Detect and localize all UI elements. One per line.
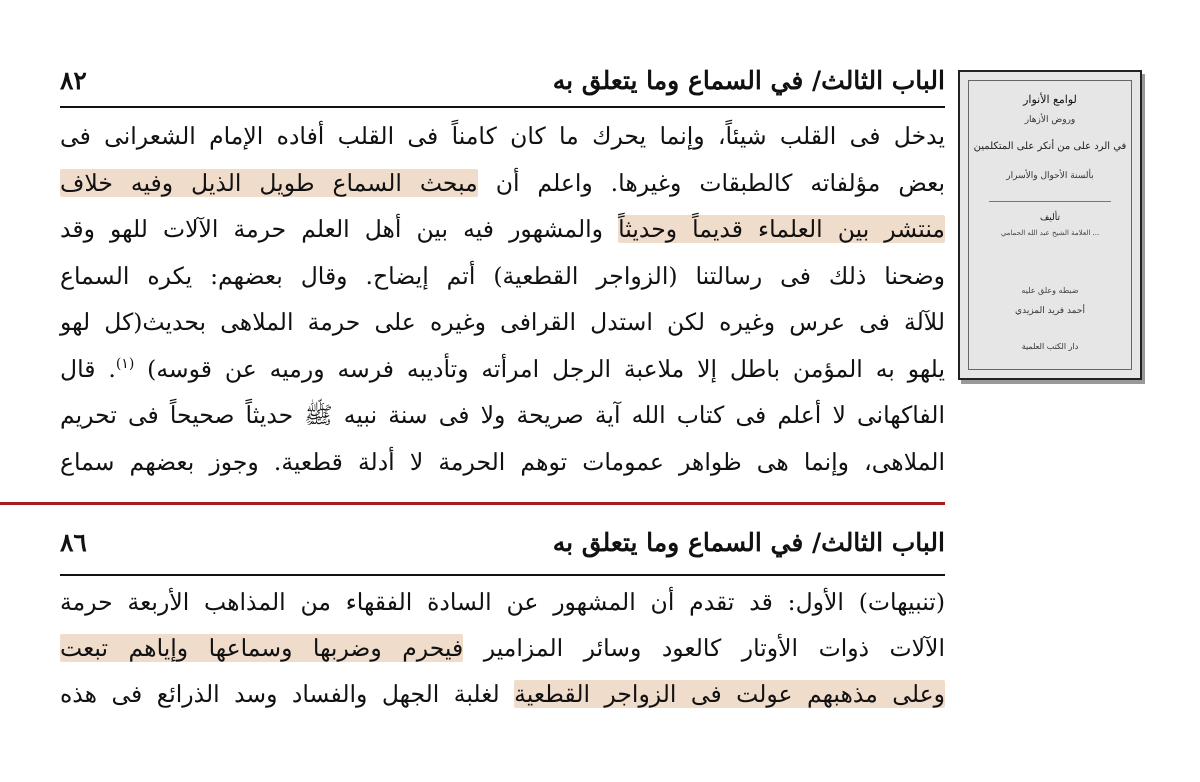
text-run: الفاكهانى لا أعلم فى كتاب الله آية صريحة ولا فى سنة نبيه ﷺ حديثاً صحيحاً فى تحريم bbox=[60, 401, 945, 429]
book-cover bbox=[958, 70, 1142, 380]
text-line bbox=[60, 634, 945, 662]
book-cover-frame bbox=[968, 80, 1132, 370]
text-run: وضحنا ذلك فى رسالتنا (الزواجر القطعية) أتم إيضاح. وقال بعضهم: يكره السماع bbox=[60, 261, 945, 290]
cover-divider bbox=[989, 201, 1111, 202]
top-page-number: ٨٢ bbox=[60, 66, 87, 95]
text-line bbox=[60, 355, 945, 383]
cover-author-label: تأليف bbox=[1039, 213, 1061, 223]
bottom-page-number: ٨٦ bbox=[60, 528, 87, 557]
cover-publisher: دار الكتب العلمية bbox=[1021, 342, 1079, 351]
cover-author: العلامة الشيخ عبد الله الحمامي ... bbox=[1000, 229, 1100, 237]
bottom-header-rule bbox=[60, 574, 945, 576]
highlighted-text: فيحرم وضربها وسماعها وإياهم تبعت bbox=[60, 634, 464, 662]
highlighted-text: مبحث السماع طويل الذيل وفيه خلاف bbox=[60, 168, 478, 197]
top-page-body bbox=[60, 122, 945, 494]
bottom-page-body bbox=[60, 588, 945, 728]
text-line bbox=[60, 262, 945, 290]
cover-editor: أحمد فريد المزيدي bbox=[1015, 306, 1085, 316]
highlighted-text: منتشر بين العلماء قديماً وحديثاً bbox=[618, 215, 945, 243]
cover-title-4: بألسنة الأحوال والأسرار bbox=[1006, 171, 1094, 181]
text-run: والمشهور فيه بين أهل العلم حرمة الآلات للهو وقد bbox=[60, 215, 619, 243]
cover-editor-label: ضبطه وعلق عليه bbox=[1021, 286, 1079, 295]
text-line bbox=[60, 308, 945, 336]
text-run: يلهو به المؤمن باطل إلا ملاعبة الرجل امرأته وتأديبه فرسه ورميه عن قوسه) bbox=[134, 354, 945, 383]
top-page-title: الباب الثالث/ في السماع وما يتعلق به bbox=[552, 66, 945, 95]
text-run: . قال bbox=[60, 354, 116, 383]
text-line bbox=[60, 122, 945, 150]
text-line bbox=[60, 448, 945, 476]
text-line bbox=[60, 680, 945, 708]
cover-title-3: في الرد على من أنكر على المتكلمين bbox=[973, 141, 1127, 152]
cover-title-1: لوامع الأنوار bbox=[1023, 93, 1077, 106]
top-header-rule bbox=[60, 106, 945, 108]
text-run: بعض مؤلفاته كالطبقات وغيرها. واعلم أن bbox=[477, 168, 946, 197]
text-run: لغلبة الجهل والفساد وسد الذرائع فى هذه bbox=[60, 680, 515, 708]
footnote-ref: (١) bbox=[115, 355, 135, 372]
text-run: الآلات ذوات الأوتار كالعود وسائر المزامير bbox=[463, 634, 945, 662]
text-line bbox=[60, 169, 945, 197]
text-run: (تنبيهات) الأول: قد تقدم أن المشهور عن السادة الفقهاء من المذاهب الأربعة حرمة bbox=[60, 588, 945, 616]
text-run: يدخل فى القلب شيئاً، وإنما يحرك ما كان كامناً فى القلب أفاده الإمام الشعرانى فى bbox=[60, 122, 945, 150]
text-line bbox=[60, 401, 945, 435]
text-run: الملاهى، وإنما هى ظواهر عمومات توهم الحرمة لا أدلة قطعية. وجوز بعضهم سماع bbox=[60, 447, 945, 476]
cover-title-2: وروض الأزهار bbox=[1024, 115, 1076, 125]
text-line bbox=[60, 588, 945, 616]
page-divider bbox=[0, 502, 945, 505]
top-page-header bbox=[60, 66, 945, 106]
bottom-page-header bbox=[60, 528, 945, 568]
highlighted-text: وعلى مذهبهم عولت فى الزواجر القطعية bbox=[514, 680, 945, 708]
text-run: للآلة فى عرس وغيره لكن استدل القرافى وغيره على حرمة الملاهى بحديث(كل لهو bbox=[60, 308, 945, 336]
text-line bbox=[60, 215, 945, 243]
bottom-page-title: الباب الثالث/ في السماع وما يتعلق به bbox=[552, 528, 945, 557]
